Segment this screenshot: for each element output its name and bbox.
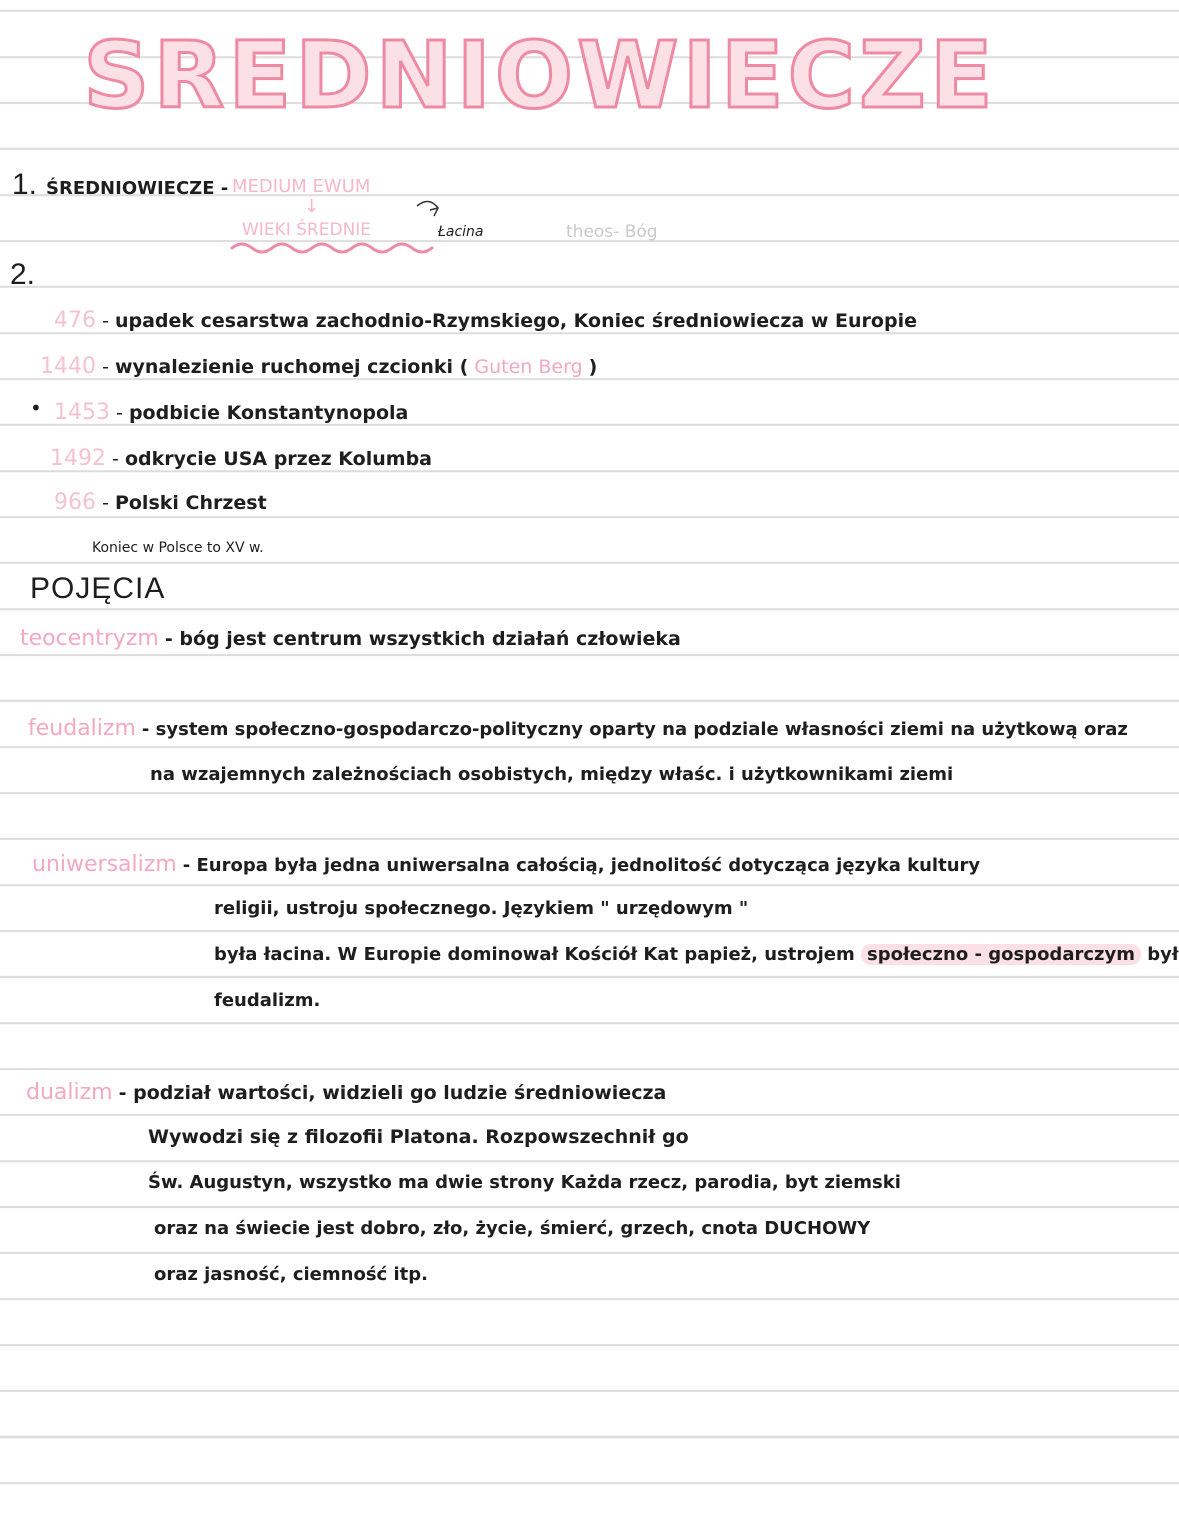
concept-definition: - bóg jest centrum wszystkich działań człowieka <box>164 628 681 650</box>
event-year: 1440 <box>40 354 96 379</box>
event-text: Polski Chrzest <box>114 492 267 514</box>
section-1-label: ŚREDNIOWIECZE - <box>46 178 229 199</box>
event-year: 966 <box>54 490 96 515</box>
theos-note: theos- Bóg <box>566 222 658 242</box>
concept-term: uniwersalizm <box>32 852 177 877</box>
page-title: SREDNIOWIECZE <box>83 22 997 129</box>
highlighted-phrase: społeczno - gospodarczym <box>861 944 1141 965</box>
curved-arrow-icon <box>414 196 444 222</box>
concept-term: feudalizm <box>28 716 136 741</box>
concept-definition-continued: oraz na świecie jest dobro, zło, życie, śmierć, grzech, cnota DUCHOWY <box>154 1218 871 1239</box>
latin-term: MEDIUM EWUM <box>232 176 371 197</box>
event-text: upadek cesarstwa zachodnio-Rzymskiego, Koniec średniowiecza w Europie <box>114 310 917 332</box>
concept-definition-continued <box>214 944 1179 965</box>
concept-definition: - system społeczno-gospodarczo-polityczny oparty na podziale własności ziemi na użytkową oraz <box>141 719 1128 740</box>
event-inventor: Guten Berg <box>474 356 583 378</box>
timeline-item: 1453 - podbicie Konstantynopola <box>44 400 408 425</box>
event-suffix: ) <box>588 356 598 378</box>
event-text: podbicie Konstantynopola <box>128 402 409 424</box>
concept-term: teocentryzm <box>20 626 159 651</box>
concept-feudalizm <box>28 716 1128 741</box>
timeline-item: 1440 - wynalezienie ruchomej czcionki ( Guten Berg ) <box>30 354 597 379</box>
definition-text: była łacina. W Europie dominował Kościół Kat papież, ustrojem <box>214 944 855 965</box>
wavy-underline <box>230 240 440 256</box>
concept-definition: - Europa była jedna uniwersalna całością, jednolitość dotycząca języka kultury <box>182 855 981 876</box>
concept-definition-continued: na wzajemnych zależnościach osobistych, między właśc. i użytkownikami ziemi <box>150 764 954 785</box>
concepts-heading: POJĘCIA <box>30 572 166 605</box>
concept-term: dualizm <box>26 1080 113 1105</box>
timeline-item: 966 - Polski Chrzest <box>30 490 267 515</box>
section-2-number: 2. <box>10 258 36 291</box>
event-year: 476 <box>54 308 96 333</box>
concept-definition-continued: religii, ustroju społecznego. Językiem " urzędowym " <box>214 898 749 919</box>
concept-definition-continued: oraz jasność, ciemność itp. <box>154 1264 428 1285</box>
event-text: odkrycie USA przez Kolumba <box>124 448 432 470</box>
bullet-dot-icon: • <box>30 396 42 420</box>
timeline-item: 476 - upadek cesarstwa zachodnio-Rzymskiego, Koniec średniowiecza w Europie <box>30 308 917 333</box>
latin-translation: WIEKI ŚREDNIE <box>242 220 372 240</box>
definition-text: był <box>1147 944 1179 965</box>
arrow-down-icon: ↓ <box>304 196 320 217</box>
timeline-note: Koniec w Polsce to XV w. <box>92 540 264 556</box>
concept-uniwersalizm <box>32 852 980 877</box>
event-year: 1453 <box>54 400 110 425</box>
concept-definition-continued: Św. Augustyn, wszystko ma dwie strony Każda rzecz, parodia, byt ziemski <box>148 1172 901 1193</box>
timeline-item: 1492 - odkrycie USA przez Kolumba <box>40 446 432 471</box>
concept-dualizm <box>26 1080 666 1105</box>
language-note: Łacina <box>438 224 484 240</box>
concept-definition-continued: Wywodzi się z filozofii Platona. Rozpowszechnił go <box>148 1126 689 1148</box>
event-year: 1492 <box>50 446 106 471</box>
concept-teocentryzm <box>20 626 681 651</box>
section-1-number: 1. <box>12 168 38 201</box>
event-text: wynalezienie ruchomej czcionki ( <box>114 356 469 378</box>
concept-definition: - podział wartości, widzieli go ludzie średniowiecza <box>118 1082 667 1104</box>
concept-definition-continued: feudalizm. <box>214 990 321 1011</box>
